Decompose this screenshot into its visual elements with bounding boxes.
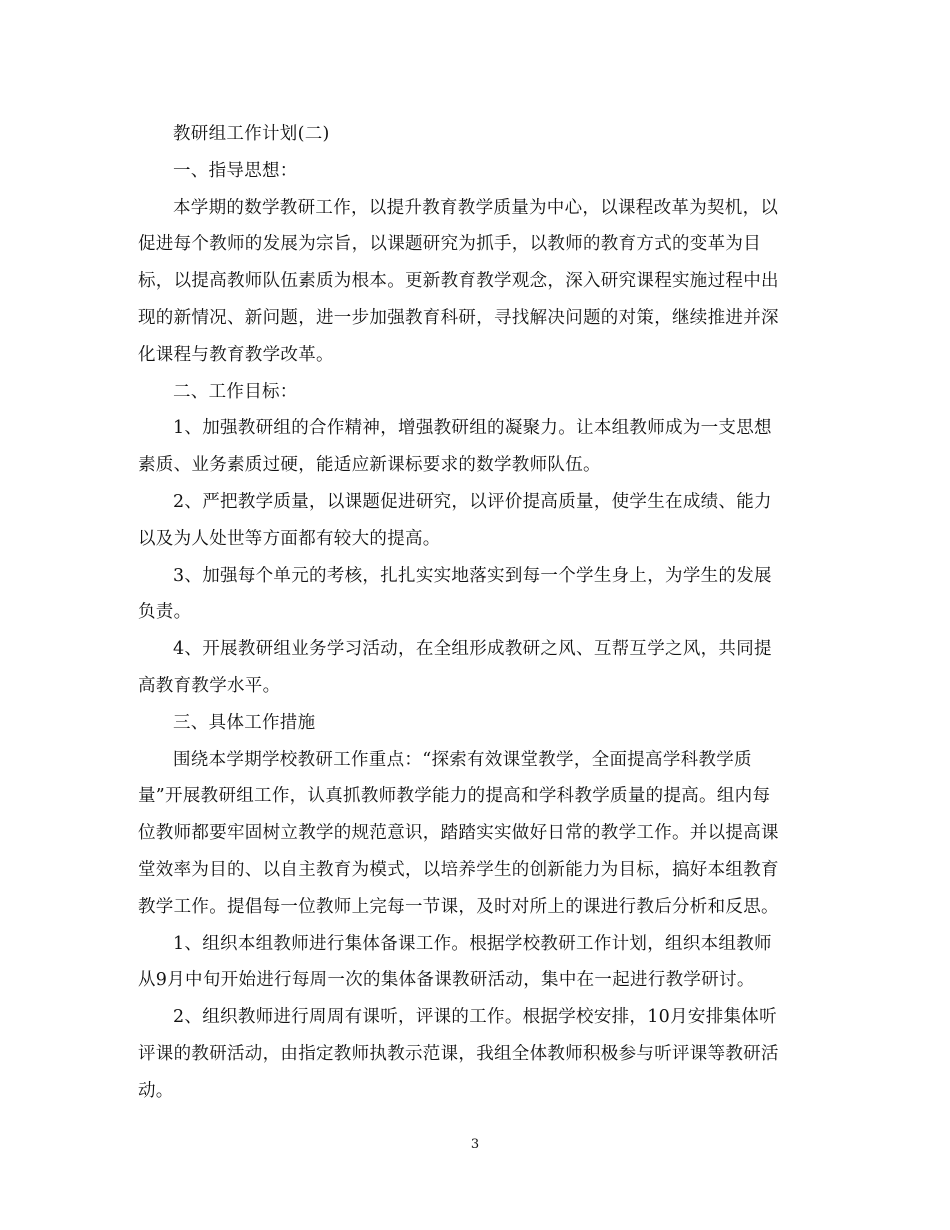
paragraph — [138, 410, 813, 484]
paragraph-line: 1、组织本组教师进行集体备课工作。根据学校教研工作计划，组织本组教师 — [173, 933, 772, 954]
paragraph-line: 2、严把教学质量，以课题促进研究，以评价提高质量，使学生在成绩、能力 — [173, 491, 772, 512]
paragraph-line: 量”开展教研组工作，认真抓教师教学能力的提高和学科教学质量的提高。组内每 — [138, 786, 771, 807]
paragraph-line: 素质、业务素质过硬，能适应新课标要求的数学教师队伍。 — [138, 455, 601, 476]
document-body — [138, 116, 813, 1110]
paragraph-line: 高教育教学水平。 — [138, 675, 281, 696]
paragraph — [138, 558, 813, 632]
paragraph — [138, 153, 813, 190]
paragraph-line: 从9月中旬开始进行每周一次的集体备课教研活动，集中在一起进行教学研讨。 — [138, 970, 755, 991]
paragraph-line: 三、具体工作措施 — [173, 712, 316, 733]
sections-container — [138, 153, 813, 1110]
paragraph-line: 一、指导思想： — [173, 160, 298, 181]
paragraph-line: 围绕本学期学校教研工作重点：“探索有效课堂教学，全面提高学科教学质 — [173, 749, 752, 770]
paragraph — [138, 190, 813, 374]
paragraph-line: 标，以提高教师队伍素质为根本。更新教育教学观念，深入研究课程实施过程中出 — [138, 271, 779, 292]
paragraph-line: 二、工作目标： — [173, 381, 298, 402]
paragraph-line: 动。 — [138, 1080, 174, 1101]
paragraph-line: 4、开展教研组业务学习活动，在全组形成教研之风、互帮互学之风，共同提 — [173, 639, 772, 660]
paragraph-line: 以及为人处世等方面都有较大的提高。 — [138, 528, 441, 549]
paragraph-line: 1、加强教研组的合作精神，增强教研组的凝聚力。让本组教师成为一支思想 — [173, 418, 772, 439]
paragraph-line: 本学期的数学教研工作，以提升教育教学质量为中心，以课程改革为契机，以 — [173, 197, 779, 218]
paragraph-line: 位教师都要牢固树立教学的规范意识，踏踏实实做好日常的教学工作。并以提高课 — [138, 823, 779, 844]
paragraph — [138, 926, 813, 1000]
paragraph — [138, 999, 813, 1109]
paragraph-line: 堂效率为目的、以自主教育为模式，以培养学生的创新能力为目标，搞好本组教育 — [138, 859, 779, 880]
title-line: 教研组工作计划(二) — [173, 124, 330, 144]
paragraph — [138, 742, 813, 926]
paragraph-line: 负责。 — [138, 602, 192, 623]
paragraph-line: 促进每个教师的发展为宗旨，以课题研究为抓手，以教师的教育方式的变革为目 — [138, 234, 761, 255]
paragraph-line: 3、加强每个单元的考核，扎扎实实地落实到每一个学生身上，为学生的发展 — [173, 565, 772, 586]
paragraph — [138, 705, 813, 742]
paragraph-line: 教学工作。提倡每一位教师上完每一节课，及时对所上的课进行教后分析和反思。 — [138, 896, 779, 917]
paragraph — [138, 484, 813, 558]
paragraph — [138, 631, 813, 705]
document-title — [138, 116, 813, 153]
paragraph-line: 2、组织教师进行周周有课听，评课的工作。根据学校安排，10月安排集体听 — [173, 1007, 777, 1028]
paragraph — [138, 374, 813, 411]
page-number: 3 — [470, 1137, 480, 1152]
paragraph-line: 评课的教研活动，由指定教师执教示范课，我组全体教师积极参与听评课等教研活 — [138, 1043, 779, 1064]
paragraph-line: 化课程与教育教学改革。 — [138, 344, 334, 365]
paragraph-line: 现的新情况、新问题，进一步加强教育科研，寻找解决问题的对策，继续推进并深 — [138, 307, 779, 328]
